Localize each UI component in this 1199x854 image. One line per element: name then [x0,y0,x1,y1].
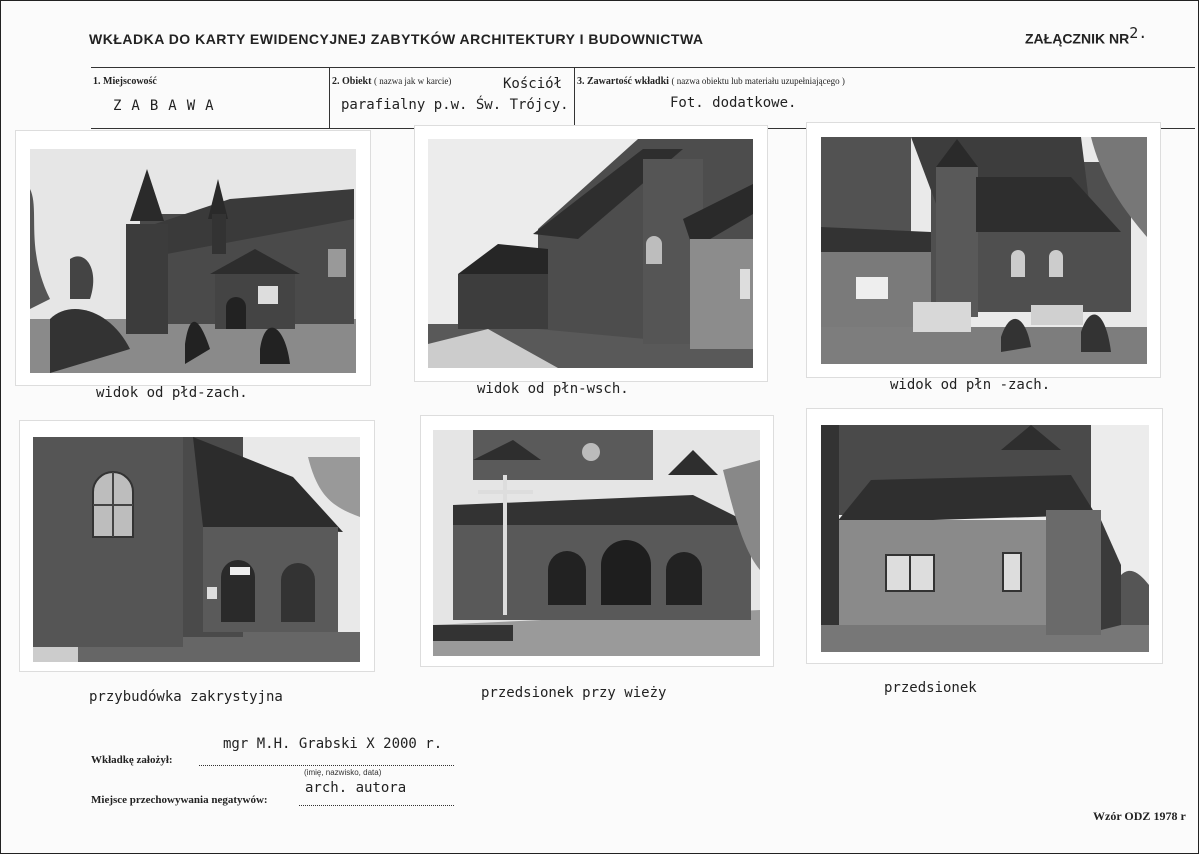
content-value: Fot. dodatkowe. [670,95,797,111]
locality-value: ZABAWA [113,98,224,114]
church-sw-image [30,149,356,373]
photo-caption-vestibule: przedsionek [884,680,977,696]
photo-ne-view [415,126,767,381]
author-hint: (imię, nazwisko, data) [304,768,382,777]
object-label-group [332,76,451,87]
photo-caption-sacristy: przybudówka zakrystyjna [89,689,283,705]
author-value: mgr M.H. Grabski X 2000 r. [223,736,443,752]
photo-tower-vestibule [421,416,773,666]
content-hint: ( nazwa obiektu lub materiału uzupełniającego ) [671,76,845,86]
author-label: Wkładkę założył: [91,754,173,766]
church-nw-image [821,137,1147,364]
author-dotted-line [199,765,454,766]
tower-vestibule-image [433,430,760,656]
content-cell [574,68,1196,128]
photo-caption-nw: widok od płn -zach. [890,377,1051,393]
object-hint: ( nazwa jak w karcie) [373,76,452,86]
negatives-dotted-line [299,805,454,806]
photo-vestibule [807,409,1162,663]
photo-caption-ne: widok od płn-wsch. [477,381,629,397]
content-label: 3. Zawartość wkładki [577,76,669,87]
photo-caption-tower-vestibule: przedsionek przy wieży [481,685,667,701]
locality-label: 1. Miejscowość [93,76,157,87]
annex-label-text: ZAŁĄCZNIK NR [1025,30,1130,47]
content-label-group [577,76,845,87]
photo-sacristy [20,421,374,671]
object-value-line1: Kościół [503,76,563,92]
photo-caption-sw: widok od płd-zach. [96,385,248,401]
church-ne-image [428,139,753,368]
annex-label [1025,24,1147,47]
object-cell [329,68,575,128]
annex-number: 2. [1129,24,1148,42]
photo-nw-view [807,123,1160,377]
form-code: Wzór ODZ 1978 r [1093,809,1186,823]
form-header-row [91,67,1195,129]
photo-sw-view [16,131,370,385]
sacristy-image [33,437,360,662]
locality-cell [91,68,329,128]
negatives-label: Miejsce przechowywania negatywów: [91,794,268,806]
document-title: WKŁADKA DO KARTY EWIDENCYJNEJ ZABYTKÓW ARCHITEKTURY I BUDOWNICTWA [89,31,704,47]
negatives-value: arch. autora [305,780,407,796]
object-label: 2. Obiekt [332,76,372,87]
vestibule-image [821,425,1149,652]
object-value-line2: parafialny p.w. Św. Trójcy. [341,97,569,113]
